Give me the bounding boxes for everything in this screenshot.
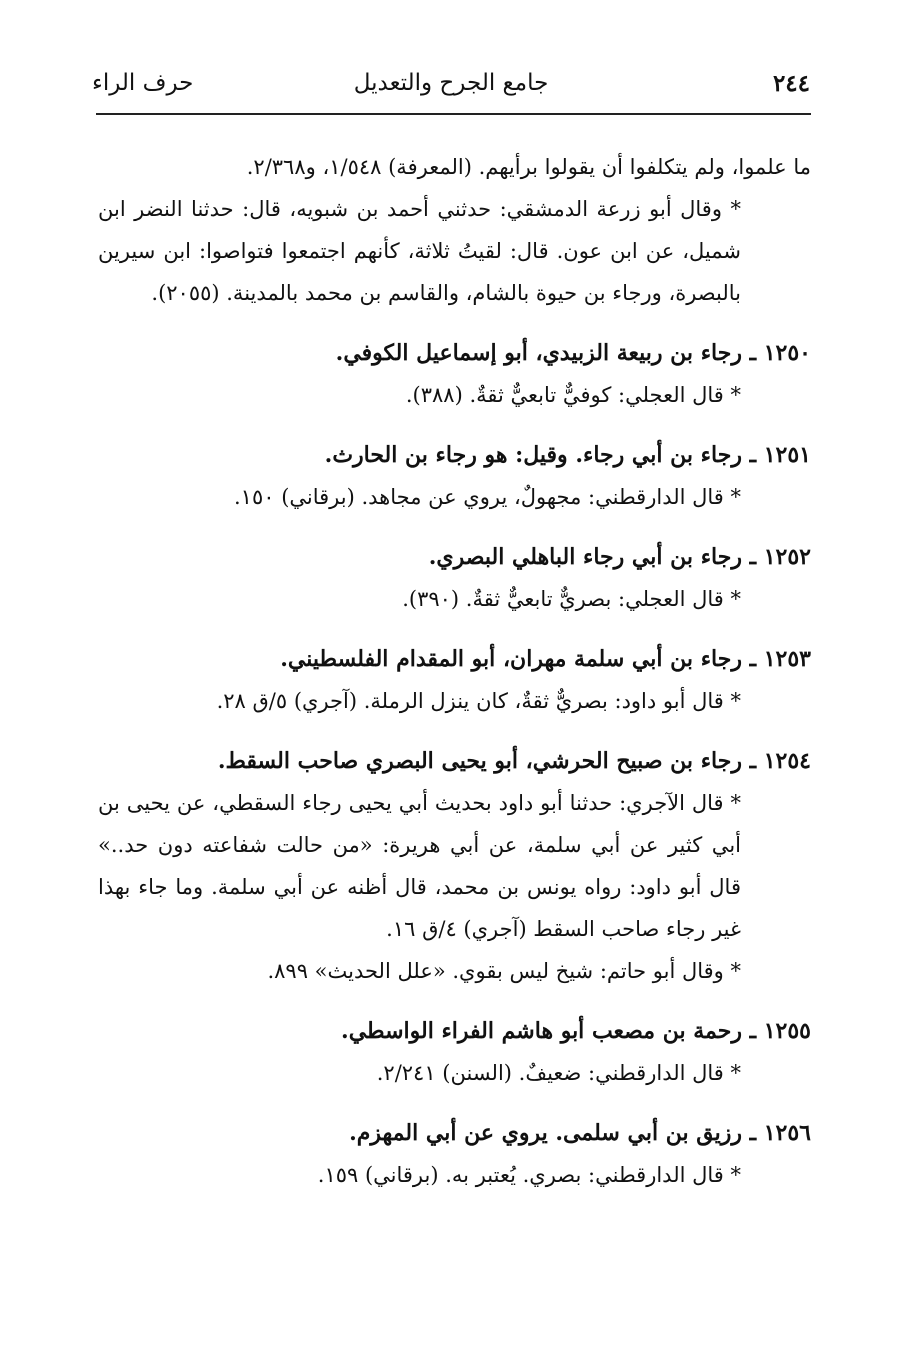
entry-1253 bbox=[98, 638, 811, 722]
entry-title: ١٢٥٥ ـ رحمة بن مصعب أبو هاشم الفراء الواسطي. bbox=[341, 1018, 811, 1044]
entry-1250 bbox=[98, 332, 811, 416]
page-body bbox=[98, 146, 811, 1196]
entry-1251 bbox=[98, 434, 811, 518]
entry-quote: * قال العجلي: بصريٌّ تابعيٌّ ثقةٌ. (٣٩٠). bbox=[402, 587, 741, 611]
entry-title: ١٢٥٣ ـ رجاء بن أبي سلمة مهران، أبو المقدام الفلسطيني. bbox=[280, 646, 811, 672]
chapter-title: حرف الراء bbox=[92, 70, 194, 96]
header-rule bbox=[96, 113, 811, 115]
entry-title: ١٢٥٠ ـ رجاء بن ربيعة الزبيدي، أبو إسماعيل الكوفي. bbox=[335, 340, 811, 366]
entry-title: ١٢٥٤ ـ رجاء بن صبيح الحرشي، أبو يحيى البصري صاحب السقط. bbox=[217, 748, 811, 774]
entry-quote: * قال العجلي: كوفيٌّ تابعيٌّ ثقةٌ. (٣٨٨). bbox=[405, 383, 741, 407]
entry-quote: * وقال أبو حاتم: شيخ ليس بقوي. «علل الحديث» ٨٩٩. bbox=[267, 959, 741, 983]
entry-1255 bbox=[98, 1010, 811, 1094]
intro-paragraph: * وقال أبو زرعة الدمشقي: حدثني أحمد بن شبويه، قال: حدثنا النضر ابن شميل، عن ابن عون. قال: لقيتُ ثلاثة، كأنهم اجتمعوا فتواصوا: ابن سيرين بالبصرة، ورجاء بن حيوة بالشام، والقاسم بن محمد بالمدينة. (٢٠٥٥). bbox=[98, 197, 741, 305]
running-header bbox=[86, 68, 816, 108]
entry-quote: * قال الدارقطني: مجهولٌ، يروي عن مجاهد. (برقاني) ١٥٠. bbox=[233, 485, 741, 509]
entry-1252 bbox=[98, 536, 811, 620]
entry-quote: * قال الآجري: حدثنا أبو داود بحديث أبي يحيى رجاء السقطي، عن يحيى بن أبي كثير عن أبي سلمة، عن أبي هريرة: «من حالت شفاعته دون حد..» قال أبو داود: رواه يونس بن محمد، قال أظنه عن أبي سلمة. وما جاء بهذا غير رجاء صاحب السقط (آجري) ٤/ق ١٦. bbox=[98, 791, 741, 941]
entry-quote: * قال أبو داود: بصريٌّ ثقةٌ، كان ينزل الرملة. (آجري) ٥/ق ٢٨. bbox=[216, 689, 741, 713]
book-title: جامع الجرح والتعديل bbox=[353, 70, 549, 96]
entry-quote: * قال الدارقطني: بصري. يُعتبر به. (برقاني) ١٥٩. bbox=[317, 1163, 741, 1187]
entry-1254 bbox=[98, 740, 811, 992]
entry-title: ١٢٥٢ ـ رجاء بن أبي رجاء الباهلي البصري. bbox=[428, 544, 811, 570]
entry-1256 bbox=[98, 1112, 811, 1196]
intro-continuation: ما علموا، ولم يتكلفوا أن يقولوا برأيهم. (المعرفة) ١/٥٤٨، و٢/٣٦٨. bbox=[246, 155, 811, 179]
entry-quote: * قال الدارقطني: ضعيفٌ. (السنن) ٢/٢٤١. bbox=[376, 1061, 741, 1085]
page-number: ٢٤٤ bbox=[772, 70, 810, 97]
entry-title: ١٢٥١ ـ رجاء بن أبي رجاء. وقيل: هو رجاء بن الحارث. bbox=[324, 442, 811, 468]
entry-title: ١٢٥٦ ـ رزيق بن أبي سلمى. يروي عن أبي المهزم. bbox=[349, 1120, 811, 1146]
